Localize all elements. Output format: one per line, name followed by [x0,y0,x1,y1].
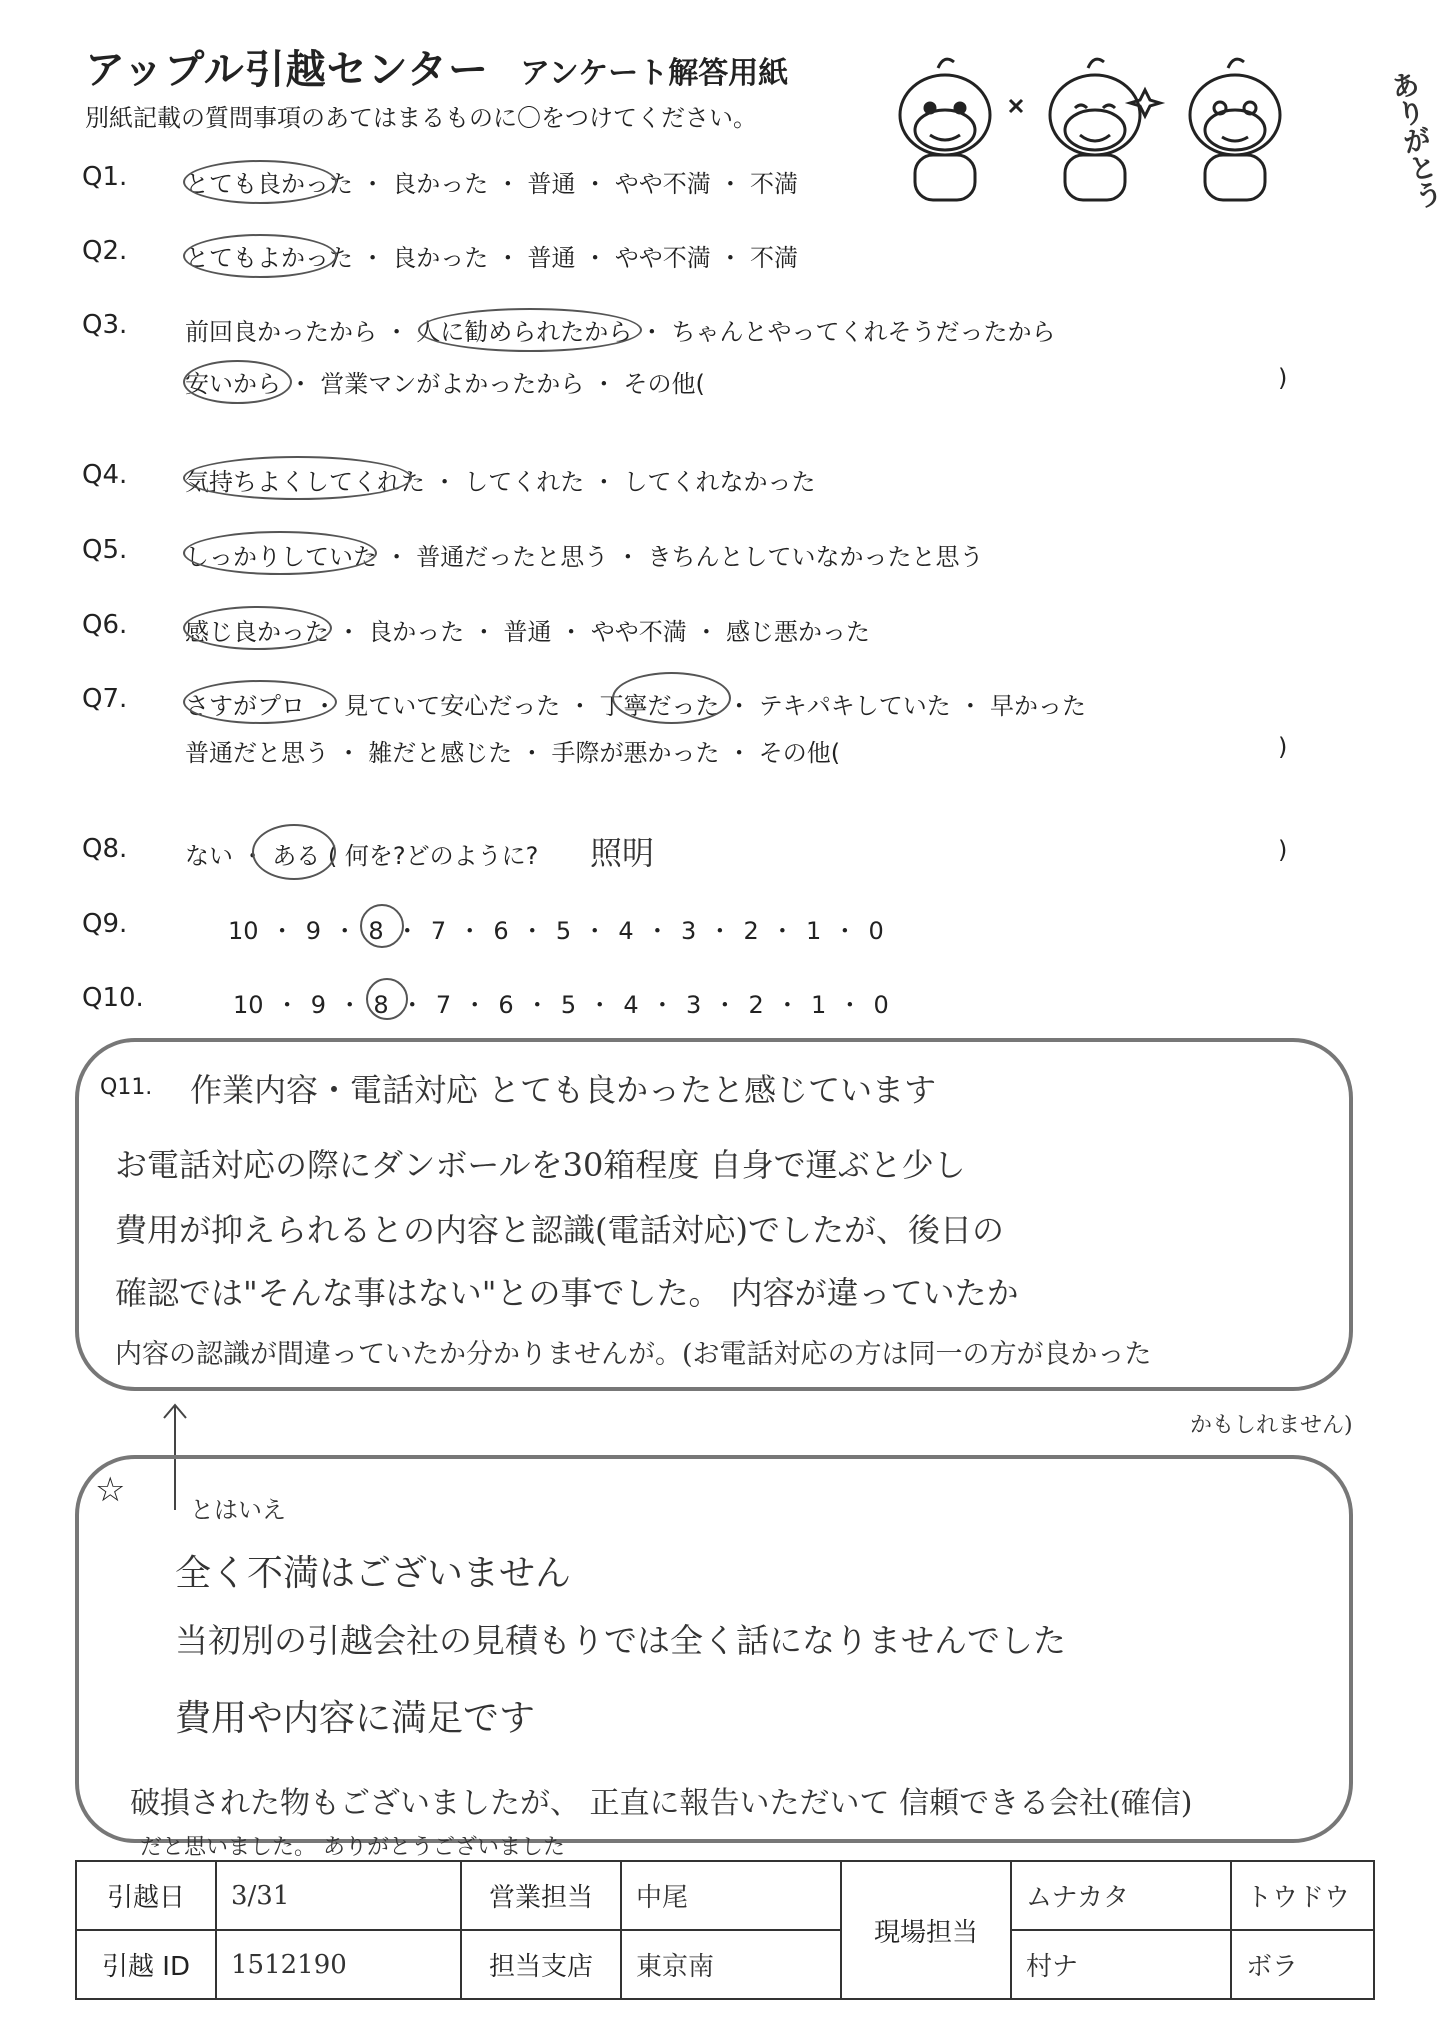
q7-number: Q7. [82,684,128,714]
q1-options: とても良かった ・ 良かった ・ 普通 ・ やや不満 ・ 不満 [185,170,799,198]
mascot-illustration [880,40,1350,210]
q6-options: 感じ良かった ・ 良かった ・ 普通 ・ やや不満 ・ 感じ悪かった [185,618,871,646]
free-comment-line: 全く不満はございません [175,1553,572,1594]
answer-circle [183,234,337,278]
move-date-value: 3/31 [216,1861,461,1930]
q11-line: お電話対応の際にダンボールを30箱程度 自身で運ぶと少し [115,1146,966,1184]
answer-circle [183,360,292,404]
free-comment-line: とはいえ [190,1496,286,1524]
q8-handwritten-answer: 照明 [590,834,655,872]
field-staff-label: 現場担当 [841,1861,1011,1999]
q11-line: 作業内容・電話対応 とても良かったと感じています [190,1071,937,1109]
answer-circle [183,606,332,650]
q3-options-line2: 安いから ・ 営業マンがよかったから ・ その他( [185,370,705,398]
instruction-text: 別紙記載の質問事項のあてはまるものに〇をつけてください。 [85,104,757,132]
q4-options: 気持ちよくしてくれた ・ してくれた ・ してくれなかった [185,468,816,496]
q8-number: Q8. [82,834,128,864]
q10-number: Q10. [82,983,144,1013]
q7-close-paren: ) [1278,733,1288,761]
star-label: ☆ [95,1470,126,1510]
free-comment-line: 当初別の引越会社の見積もりでは全く話になりませんでした [175,1621,1066,1660]
move-date-label: 引越日 [76,1861,216,1930]
answer-circle [183,680,337,724]
q7-options-line2: 普通だと思う ・ 雑だと感じた ・ 手際が悪かった ・ その他( [185,739,841,767]
move-info-table [75,1860,1375,2000]
q10-scale: 10 ・ 9 ・ 8 ・ 7 ・ 6 ・ 5 ・ 4 ・ 3 ・ 2 ・ 1 ・ 0 [233,991,889,1019]
field-staff-value: ムナカタ [1011,1861,1231,1930]
q2-options: とてもよかった ・ 良かった ・ 普通 ・ やや不満 ・ 不満 [185,244,799,272]
free-comment-line: だと思いました。 ありがとうございました [140,1835,565,1860]
form-subtitle: アンケート解答用紙 [520,56,789,91]
q9-number: Q9. [82,909,128,939]
monkey-icon [900,59,990,200]
q3-options-line1: 前回良かったから ・ 人に勧められたから ・ ちゃんとやってくれそうだったから [185,318,1056,346]
q9-scale: 10 ・ 9 ・ 8 ・ 7 ・ 6 ・ 5 ・ 4 ・ 3 ・ 2 ・ 1 ・ 0 [228,917,884,945]
q4-number: Q4. [82,460,128,490]
q8-close-paren: ) [1278,836,1288,864]
q11-label: Q11. [100,1075,153,1100]
answer-circle [183,531,377,575]
free-comment-line: 破損された物もございましたが、 正直に報告いただいて 信頼できる会社(確信) [130,1786,1193,1821]
answer-circle [418,308,642,352]
monkey-icon [1190,59,1280,200]
q5-options: しっかりしていた ・ 普通だったと思う ・ きちんとしていなかったと思う [185,543,984,571]
answer-circle [612,672,731,724]
q5-number: Q5. [82,535,128,565]
answer-circle [183,456,412,500]
q2-number: Q2. [82,236,128,266]
q3-close-paren: ) [1278,364,1288,392]
q11-line: 確認では"そんな事はない"との事でした。 内容が違っていたか [115,1274,1019,1312]
field-staff-value: 村ナ [1011,1930,1231,1999]
monkey-icon [1050,59,1140,200]
answer-circle [360,904,404,948]
q11-line: 内容の認識が間違っていたか分かりませんが。(お電話対応の方は同一の方が良かった [115,1339,1152,1370]
branch-value: 東京南 [621,1930,841,1999]
company-title: アップル引越センター [85,47,489,93]
q8-options: ない ・ ある ( 何を?どのように? [185,842,539,870]
q11-line: 費用が抑えられるとの内容と認識(電話対応)でしたが、後日の [115,1211,1004,1249]
move-id-value: 1512190 [216,1930,461,1999]
sales-label: 営業担当 [461,1861,621,1930]
q6-number: Q6. [82,610,128,640]
free-comment-line: 費用や内容に満足です [175,1698,536,1739]
move-id-label: 引越 ID [76,1930,216,1999]
sales-value: 中尾 [621,1861,841,1930]
q11-line: かもしれません) [1190,1413,1353,1438]
mascot-thanks-text: ありがとう [1384,67,1447,212]
field-staff-value: トウドウ [1231,1861,1374,1930]
answer-circle [366,978,408,1020]
q1-number: Q1. [82,162,128,192]
branch-label: 担当支店 [461,1930,621,1999]
answer-circle [252,824,336,880]
answer-circle [183,160,337,204]
q7-options-line1: さすがプロ ・ 見ていて安心だった ・ 丁寧だった ・ テキパキしていた ・ 早かった [185,692,1087,720]
field-staff-value: ボラ [1231,1930,1374,1999]
q3-number: Q3. [82,310,128,340]
